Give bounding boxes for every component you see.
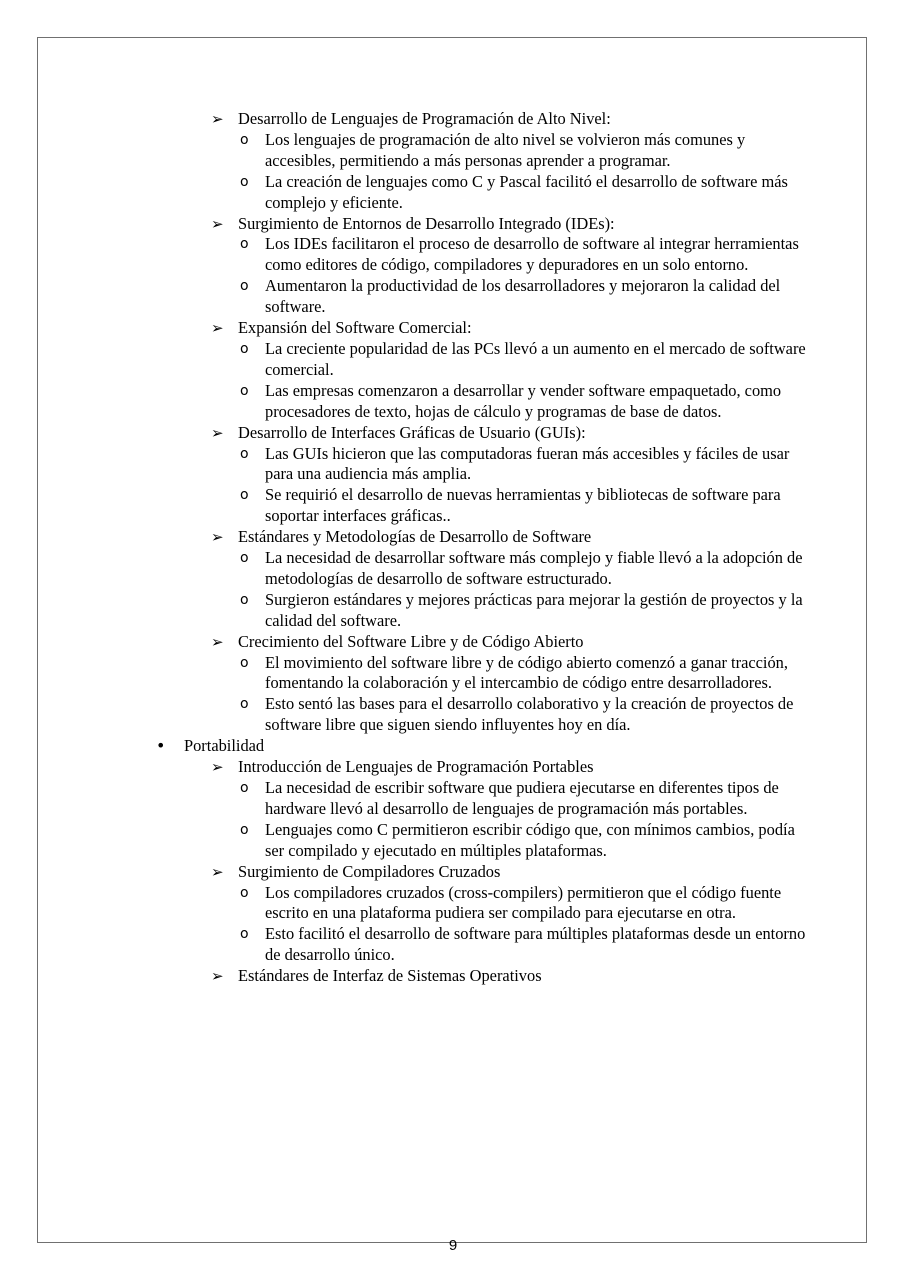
list-item-text: Los compiladores cruzados (cross-compilers) permitieron que el código fuente escrito en una plataforma pudiera ser compilado para ejecutarse en otra. bbox=[265, 882, 782, 923]
circle-bullet-icon: o bbox=[240, 550, 249, 567]
circle-bullet-icon: o bbox=[240, 696, 249, 713]
list-item-text: La creciente popularidad de las PCs llevó a un aumento en el mercado de software comercial. bbox=[265, 338, 806, 379]
list-item-text: La necesidad de desarrollar software más complejo y fiable llevó a la adopción de metodologías de desarrollo de software estructurado. bbox=[265, 548, 803, 588]
list-item bbox=[0, 444, 906, 486]
list-item-text: Los IDEs facilitaron el proceso de desarrollo de software al integrar herramientas como editores de código, compiladores y depuradores en un solo entorno. bbox=[265, 234, 799, 275]
list-item bbox=[0, 130, 906, 172]
circle-bullet-icon: o bbox=[240, 780, 249, 796]
list-item bbox=[0, 820, 906, 862]
list-item bbox=[0, 883, 906, 925]
section-title: Desarrollo de Lenguajes de Programación de Alto Nivel: bbox=[238, 109, 611, 128]
circle-bullet-icon: o bbox=[240, 926, 249, 943]
section-heading bbox=[0, 757, 906, 778]
circle-bullet-icon: o bbox=[240, 487, 249, 504]
list-item-text: Se requirió el desarrollo de nuevas herramientas y bibliotecas de software para soportar interfaces gráficas.. bbox=[265, 485, 781, 526]
circle-bullet-icon: o bbox=[240, 131, 249, 148]
section-heading bbox=[0, 527, 906, 548]
arrow-bullet-icon: ➢ bbox=[211, 632, 224, 651]
circle-bullet-icon: o bbox=[240, 654, 249, 671]
list-item-text: Esto facilitó el desarrollo de software para múltiples plataformas desde un entorno de desarrollo único. bbox=[265, 924, 806, 965]
arrow-bullet-icon: ➢ bbox=[211, 967, 224, 986]
list-item-text: Las empresas comenzaron a desarrollar y vender software empaquetado, como procesadores de texto, hojas de cálculo y programas de base de datos. bbox=[265, 380, 782, 421]
circle-bullet-icon: o bbox=[240, 382, 249, 399]
page-number: 9 bbox=[448, 1237, 458, 1254]
list-item bbox=[0, 653, 906, 695]
list-item bbox=[0, 590, 906, 632]
list-item-text: Lenguajes como C permitieron escribir código que, con mínimos cambios, podía ser compilado y ejecutado en múltiples plataformas. bbox=[265, 819, 795, 860]
arrow-bullet-icon: ➢ bbox=[211, 758, 224, 777]
list-item-text: Aumentaron la productividad de los desarrolladores y mejoraron la calidad del software. bbox=[265, 276, 781, 317]
arrow-bullet-icon: ➢ bbox=[211, 110, 224, 128]
list-item bbox=[0, 485, 906, 527]
circle-bullet-icon: o bbox=[240, 821, 249, 838]
section-title: Estándares y Metodologías de Desarrollo de Software bbox=[238, 527, 592, 547]
section-title: Surgimiento de Compiladores Cruzados bbox=[238, 861, 501, 881]
section-heading bbox=[0, 862, 906, 883]
arrow-bullet-icon: ➢ bbox=[211, 214, 224, 233]
arrow-bullet-icon: ➢ bbox=[211, 862, 224, 881]
list-item-text: Las GUIs hicieron que las computadoras fueran más accesibles y fáciles de usar para una audiencia más amplia. bbox=[265, 443, 790, 484]
list-item bbox=[0, 381, 906, 423]
arrow-bullet-icon: ➢ bbox=[211, 528, 224, 547]
bullet-icon: • bbox=[156, 736, 166, 756]
top-level-title: Portabilidad bbox=[184, 736, 265, 756]
section-title: Introducción de Lenguajes de Programación Portables bbox=[238, 757, 594, 777]
section-title: Desarrollo de Interfaces Gráficas de Usuario (GUIs): bbox=[238, 422, 586, 442]
list-item bbox=[0, 276, 906, 318]
section-title: Estándares de Interfaz de Sistemas Operativos bbox=[238, 966, 542, 986]
section-heading bbox=[0, 318, 906, 339]
list-item bbox=[0, 778, 906, 820]
circle-bullet-icon: o bbox=[240, 340, 249, 357]
section-heading bbox=[0, 632, 906, 653]
section-title: Surgimiento de Entornos de Desarrollo Integrado (IDEs): bbox=[238, 213, 615, 233]
list-item bbox=[0, 172, 906, 214]
list-item bbox=[0, 339, 906, 381]
section-title: Expansión del Software Comercial: bbox=[238, 318, 472, 338]
circle-bullet-icon: o bbox=[240, 236, 249, 253]
arrow-bullet-icon: ➢ bbox=[211, 423, 224, 442]
section-heading bbox=[0, 109, 906, 130]
list-item-text: Surgieron estándares y mejores prácticas para mejorar la gestión de proyectos y la calidad del software. bbox=[265, 589, 803, 630]
top-level-bullet bbox=[0, 736, 906, 757]
list-item bbox=[0, 694, 906, 736]
circle-bullet-icon: o bbox=[240, 591, 249, 608]
section-heading bbox=[0, 423, 906, 444]
section-heading bbox=[0, 214, 906, 235]
section-heading bbox=[0, 966, 906, 987]
circle-bullet-icon: o bbox=[240, 445, 249, 462]
list-item bbox=[0, 924, 906, 966]
circle-bullet-icon: o bbox=[240, 173, 249, 190]
list-item bbox=[0, 234, 906, 276]
list-item-text: Esto sentó las bases para el desarrollo colaborativo y la creación de proyectos de software libre que siguen siendo influyentes hoy en día. bbox=[265, 694, 794, 735]
section-title: Crecimiento del Software Libre y de Código Abierto bbox=[238, 631, 584, 651]
circle-bullet-icon: o bbox=[240, 884, 249, 901]
list-item-text: La necesidad de escribir software que pudiera ejecutarse en diferentes tipos de hardware llevó al desarrollo de lenguajes de programación más portables. bbox=[265, 778, 779, 818]
circle-bullet-icon: o bbox=[240, 278, 249, 295]
list-item-text: El movimiento del software libre y de código abierto comenzó a ganar tracción, fomentando la colaboración y el intercambio de código entre desarrolladores. bbox=[265, 652, 788, 693]
list-item-text: La creación de lenguajes como C y Pascal facilitó el desarrollo de software más complejo y eficiente. bbox=[265, 171, 788, 212]
arrow-bullet-icon: ➢ bbox=[211, 319, 224, 338]
list-item bbox=[0, 548, 906, 590]
list-item-text: Los lenguajes de programación de alto nivel se volvieron más comunes y accesibles, permitiendo a más personas aprender a programar. bbox=[265, 129, 746, 170]
document-body bbox=[0, 109, 906, 987]
